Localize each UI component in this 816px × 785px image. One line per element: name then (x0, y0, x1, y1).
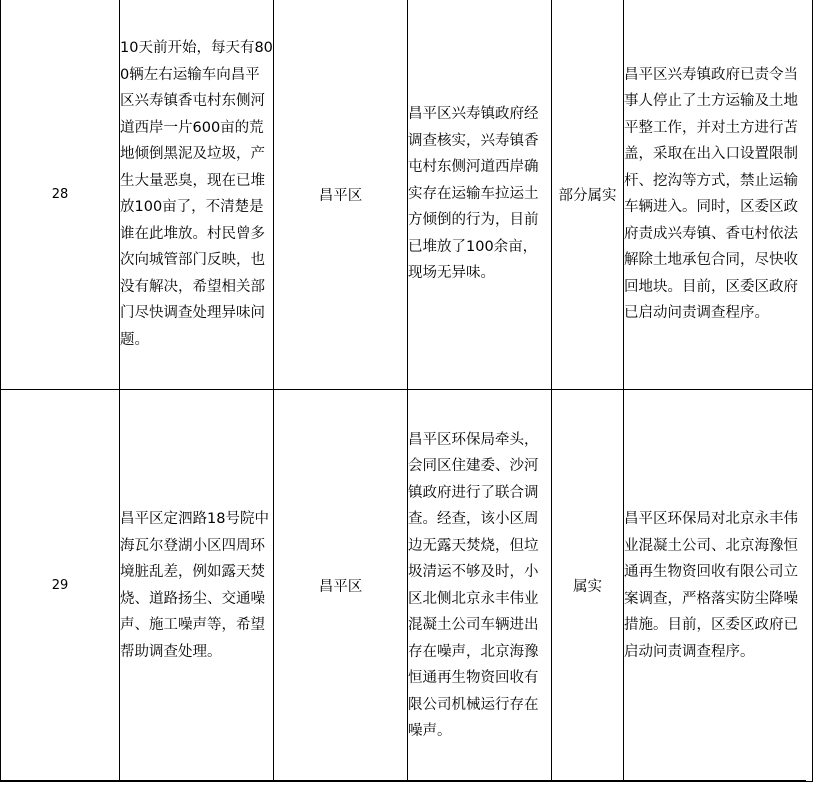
complaint-text: 昌平区定泗路18号院中海瓦尔登湖小区四周环境脏乱差，例如露天焚烧、道路扬尘、交通噪声、施工噪声等，希望帮助调查处理。 (120, 390, 274, 782)
investigation-text: 昌平区兴寿镇政府经调查核实，兴寿镇香屯村东侧河道西岸确实存在运输车拉运土方倾倒的行为，目前已堆放了100余亩，现场无异味。 (408, 0, 552, 390)
district-cell: 昌平区 (274, 0, 408, 390)
investigation-text: 昌平区环保局牵头，会同区住建委、沙河镇政府进行了联合调查。经查，该小区周边无露天焚烧，但垃圾清运不够及时，小区北侧北京永丰伟业混凝土公司车辆进出存在噪声，北京海豫恒通再生物资回收有限公司机械运行存在噪声。 (408, 390, 552, 782)
district-cell: 昌平区 (274, 390, 408, 782)
handling-text: 昌平区环保局对北京永丰伟业混凝土公司、北京海豫恒通再生物资回收有限公司立案调查，严格落实防尘降噪措施。目前，区委区政府已启动问责调查程序。 (624, 390, 813, 782)
verdict-cell: 属实 (552, 390, 624, 782)
verdict-cell: 部分属实 (552, 0, 624, 390)
row-number: 29 (1, 390, 120, 782)
table-row (1, 0, 813, 390)
complaint-text: 10天前开始，每天有800辆左右运输车向昌平区兴寿镇香屯村东侧河道西岸一片600亩的荒地倾倒黑泥及垃圾，产生大量恶臭，现在已堆放100亩了，不清楚是谁在此堆放。村民曾多次向城管部门反映，也没有解决，希望相关部门尽快调查处理异味问题。 (120, 0, 274, 390)
handling-text: 昌平区兴寿镇政府已责令当事人停止了土方运输及土地平整工作，并对土方进行苫盖，采取在出入口设置限制杆、挖沟等方式，禁止运输车辆进入。同时，区委区政府责成兴寿镇、香屯村依法解除土地承包合同，尽快收回地块。目前，区委区政府已启动问责调查程序。 (624, 0, 813, 390)
row-number: 28 (1, 0, 120, 390)
table-row (1, 390, 813, 782)
next-row-border (0, 780, 806, 785)
